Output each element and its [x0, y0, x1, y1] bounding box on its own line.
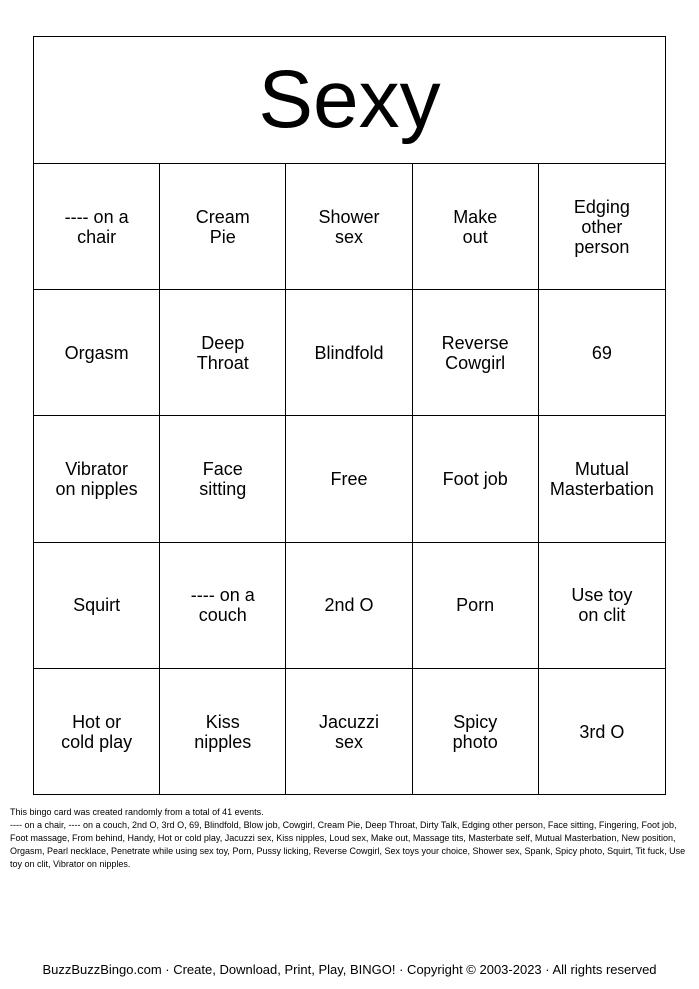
site-footer: BuzzBuzzBingo.com · Create, Download, Print, Play, BINGO! · Copyright © 2003-2023 · All rights reserved: [42, 962, 657, 977]
bingo-card: [33, 36, 666, 795]
card-info: [10, 806, 692, 871]
bingo-cell: Mutual Masterbation: [539, 416, 665, 542]
bingo-cell: Spicy photo: [413, 669, 539, 795]
bingo-cell: Vibrator on nipples: [34, 416, 160, 542]
bingo-cell: Face sitting: [160, 416, 286, 542]
bingo-cell: Hot or cold play: [34, 669, 160, 795]
bingo-cell: Foot job: [413, 416, 539, 542]
bingo-cell: 69: [539, 290, 665, 416]
bingo-grid: [34, 164, 665, 795]
bingo-cell: Free: [286, 416, 412, 542]
card-summary: This bingo card was created randomly from a total of 41 events.: [10, 807, 264, 817]
card-title: Sexy: [34, 37, 665, 164]
bingo-cell: Blindfold: [286, 290, 412, 416]
bingo-cell: Kiss nipples: [160, 669, 286, 795]
bingo-cell: Reverse Cowgirl: [413, 290, 539, 416]
bingo-cell: 3rd O: [579, 721, 625, 742]
event-list: ---- on a chair, ---- on a couch, 2nd O, 3rd O, 69, Blindfold, Blow job, Cowgirl, Cream Pie, Deep Throat, Dirty Talk, Edging other person, Face sitting, Fingering, Foot job, Foot massage, From behind, Handy, Hot or cold play, Jacuzzi sex, Kiss nipples, Loud sex, Make out, Massage tits, Masterbate self, Mutual Masterbation, New position, Orgasm, Pearl necklace, Penetrate while using sex toy, Porn, Pussy licking, Reverse Cowgirl, Sex toys your choice, Shower sex, Spank, Spicy photo, Squirt, Tit fuck, Use toy on clit, Vibrator on nipples.: [10, 820, 686, 869]
bingo-cell: ---- on a couch: [160, 543, 286, 669]
bingo-cell: ---- on a chair: [34, 164, 160, 290]
bingo-cell: Make out: [413, 164, 539, 290]
bingo-cell: Deep Throat: [160, 290, 286, 416]
bingo-cell: Jacuzzi sex: [286, 669, 412, 795]
bingo-cell: Shower sex: [286, 164, 412, 290]
bingo-cell: Porn: [413, 543, 539, 669]
bingo-cell: Squirt: [34, 543, 160, 669]
bingo-cell: Edging other person: [539, 164, 665, 290]
bingo-cell: Use toy on clit: [539, 543, 665, 669]
bingo-cell: Cream Pie: [160, 164, 286, 290]
bingo-cell: 2nd O: [286, 543, 412, 669]
bingo-cell: Orgasm: [34, 290, 160, 416]
